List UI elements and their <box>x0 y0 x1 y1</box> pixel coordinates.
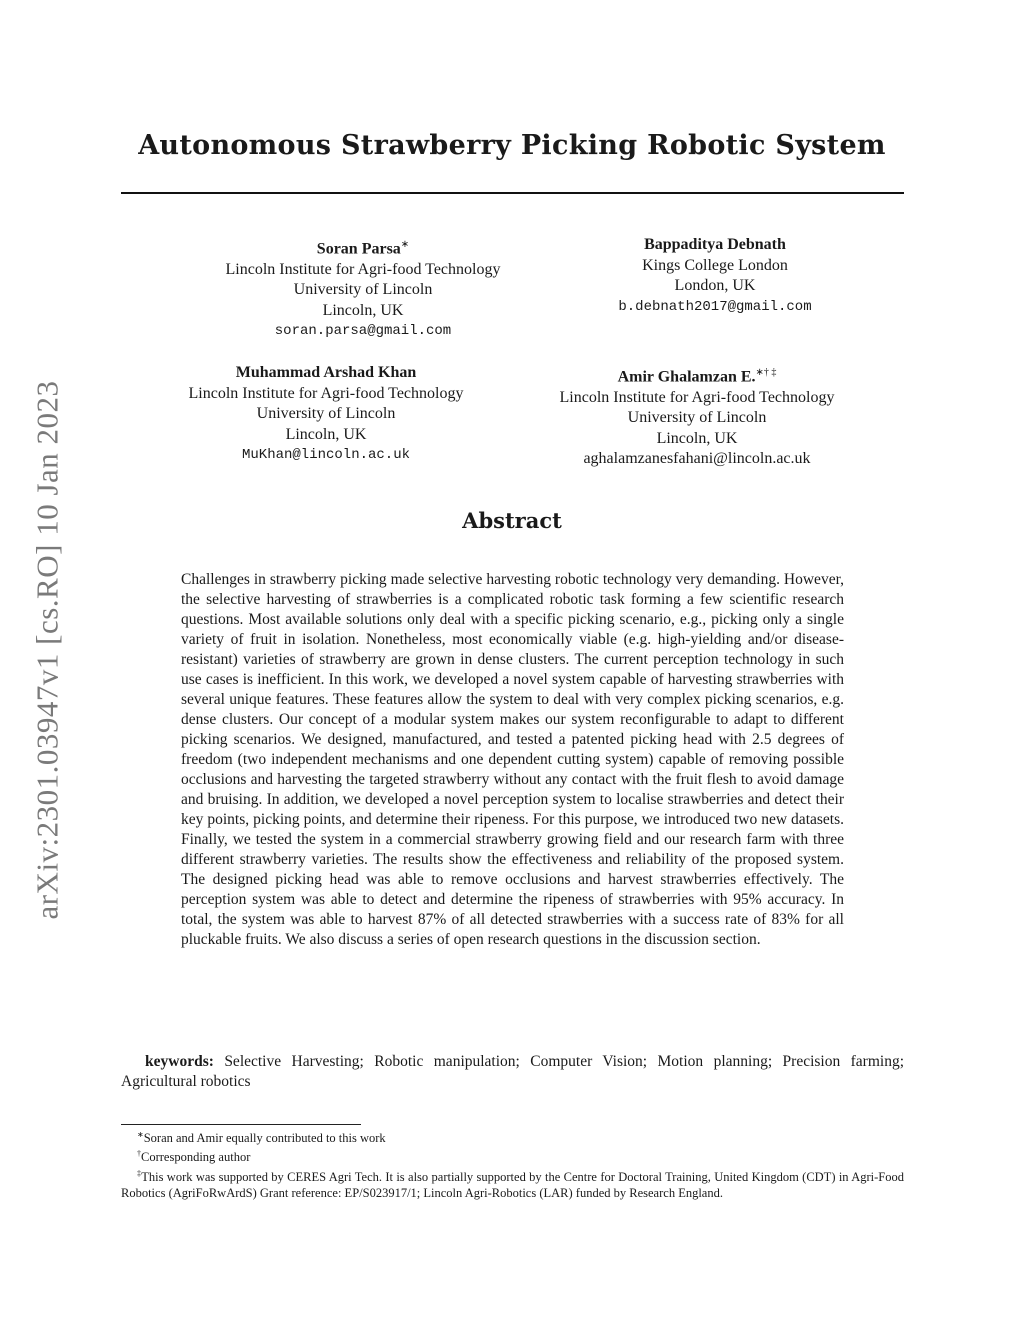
author-affiliation: University of Lincoln <box>293 281 433 299</box>
footnote <box>121 1166 904 1202</box>
footnote-text: Soran and Amir equally contributed to this work <box>143 1131 386 1146</box>
author-affiliation: Lincoln, UK <box>656 429 738 447</box>
author-block-4 <box>517 363 877 470</box>
author-affiliation: Lincoln Institute for Agri-food Technology <box>188 384 464 402</box>
author-affiliation: University of Lincoln <box>627 409 767 427</box>
paper-title: Autonomous Strawberry Picking Robotic System <box>138 130 886 161</box>
footnote-mark: † <box>137 1149 141 1159</box>
author-block-2 <box>535 235 895 317</box>
footnote-mark: ∗ <box>137 1130 144 1139</box>
author-name: Bappaditya Debnath <box>644 236 786 253</box>
abstract-heading: Abstract <box>462 508 562 533</box>
arxiv-identifier: arXiv:2301.03947v1 [cs.RO] 10 Jan 2023 <box>30 380 65 920</box>
keywords-paragraph <box>121 1052 904 1092</box>
footnotes <box>121 1127 904 1202</box>
author-email: MuKhan@lincoln.ac.uk <box>241 447 411 463</box>
author-affiliation: Lincoln Institute for Agri-food Technology <box>559 388 835 406</box>
author-block-3 <box>146 363 506 466</box>
author-affiliation: Kings College London <box>642 256 788 274</box>
author-affiliation: University of Lincoln <box>256 405 396 422</box>
footnote <box>121 1127 904 1146</box>
author-block-1 <box>183 235 543 342</box>
author-email: soran.parsa@gmail.com <box>274 323 452 340</box>
footnote <box>121 1146 904 1165</box>
author-affiliation: Lincoln, UK <box>285 425 367 443</box>
author-affiliation: Lincoln Institute for Agri-food Technology <box>225 260 501 278</box>
author-affiliation: London, UK <box>674 277 756 294</box>
author-marks: ∗ <box>400 239 410 250</box>
author-marks: ∗† ‡ <box>755 367 777 378</box>
author-name: Soran Parsa <box>316 240 401 258</box>
keywords-label: keywords: <box>145 1053 214 1070</box>
title-rule <box>121 192 904 194</box>
keywords-text: Selective Harvesting; Robotic manipulation; Computer Vision; Motion planning; Precision farming; Agricultural robotics <box>121 1053 905 1090</box>
footnote-mark: ‡ <box>137 1168 142 1178</box>
author-name: Muhammad Arshad Khan <box>235 364 417 381</box>
footnote-text: This work was supported by CERES Agri Tech. It is also partially supported by the Centre for Doctoral Training, United Kingdom (CDT) in Agri-Food Robotics (AgriFoRwArdS) Grant reference: EP/S023917/1; Lincoln Agri-Robotics (LAR) funded by Research England. <box>121 1170 904 1201</box>
footnote-text: Corresponding author <box>141 1150 251 1165</box>
author-affiliation: Lincoln, UK <box>322 301 404 319</box>
author-name: Amir Ghalamzan E. <box>617 368 756 386</box>
author-email: aghalamzanesfahani@lincoln.ac.uk <box>583 450 811 468</box>
author-email: b.debnath2017@gmail.com <box>618 298 812 315</box>
abstract-body: Challenges in strawberry picking made selective harvesting robotic technology very demanding. However, the selective harvesting of strawberries is a complicated robotic task forming a few scientific research questions. Most available solutions only deal with a specific picking scenario, e.g., picking only a single variety of fruit in isolation. Nonetheless, most economically viable (e.g. high-yielding and/or disease-resistant) varieties of strawberry are grown in dense clusters. The current perception technology in such use cases is inefficient. In this work, we developed a novel system capable of harvesting strawberries with several unique features. These features allow the system to deal with very complex picking scenarios, e.g. dense clusters. Our concept of a modular system makes our system reconfigurable to adapt to different picking scenarios. We designed, manufactured, and tested a patented picking head with 2.5 degrees of freedom (two independent mechanisms and one dependent cutting system) capable of removing possible occlusions and harvesting the targeted strawberry without any contact with the fruit flesh to avoid damage and bruising. In addition, we developed a novel perception system to localise strawberries and detect their key points, picking points, and determine their ripeness. For this purpose, we introduced two new datasets. Finally, we tested the system in a commercial strawberry growing field and our research farm with three different strawberry varieties. The results show the effectiveness and reliability of the proposed system. The designed picking head was able to remove occlusions and harvest strawberries effectively. The perception system was able to detect and determine the ripeness of strawberries with 95% accuracy. In total, the system was able to harvest 87% of all detected strawberries with a success rate of 83% for all pluckable fruits. We also discuss a series of open research questions in the discussion section. <box>181 571 844 948</box>
arxiv-side-stamp <box>27 360 69 940</box>
footnote-rule <box>121 1124 361 1125</box>
